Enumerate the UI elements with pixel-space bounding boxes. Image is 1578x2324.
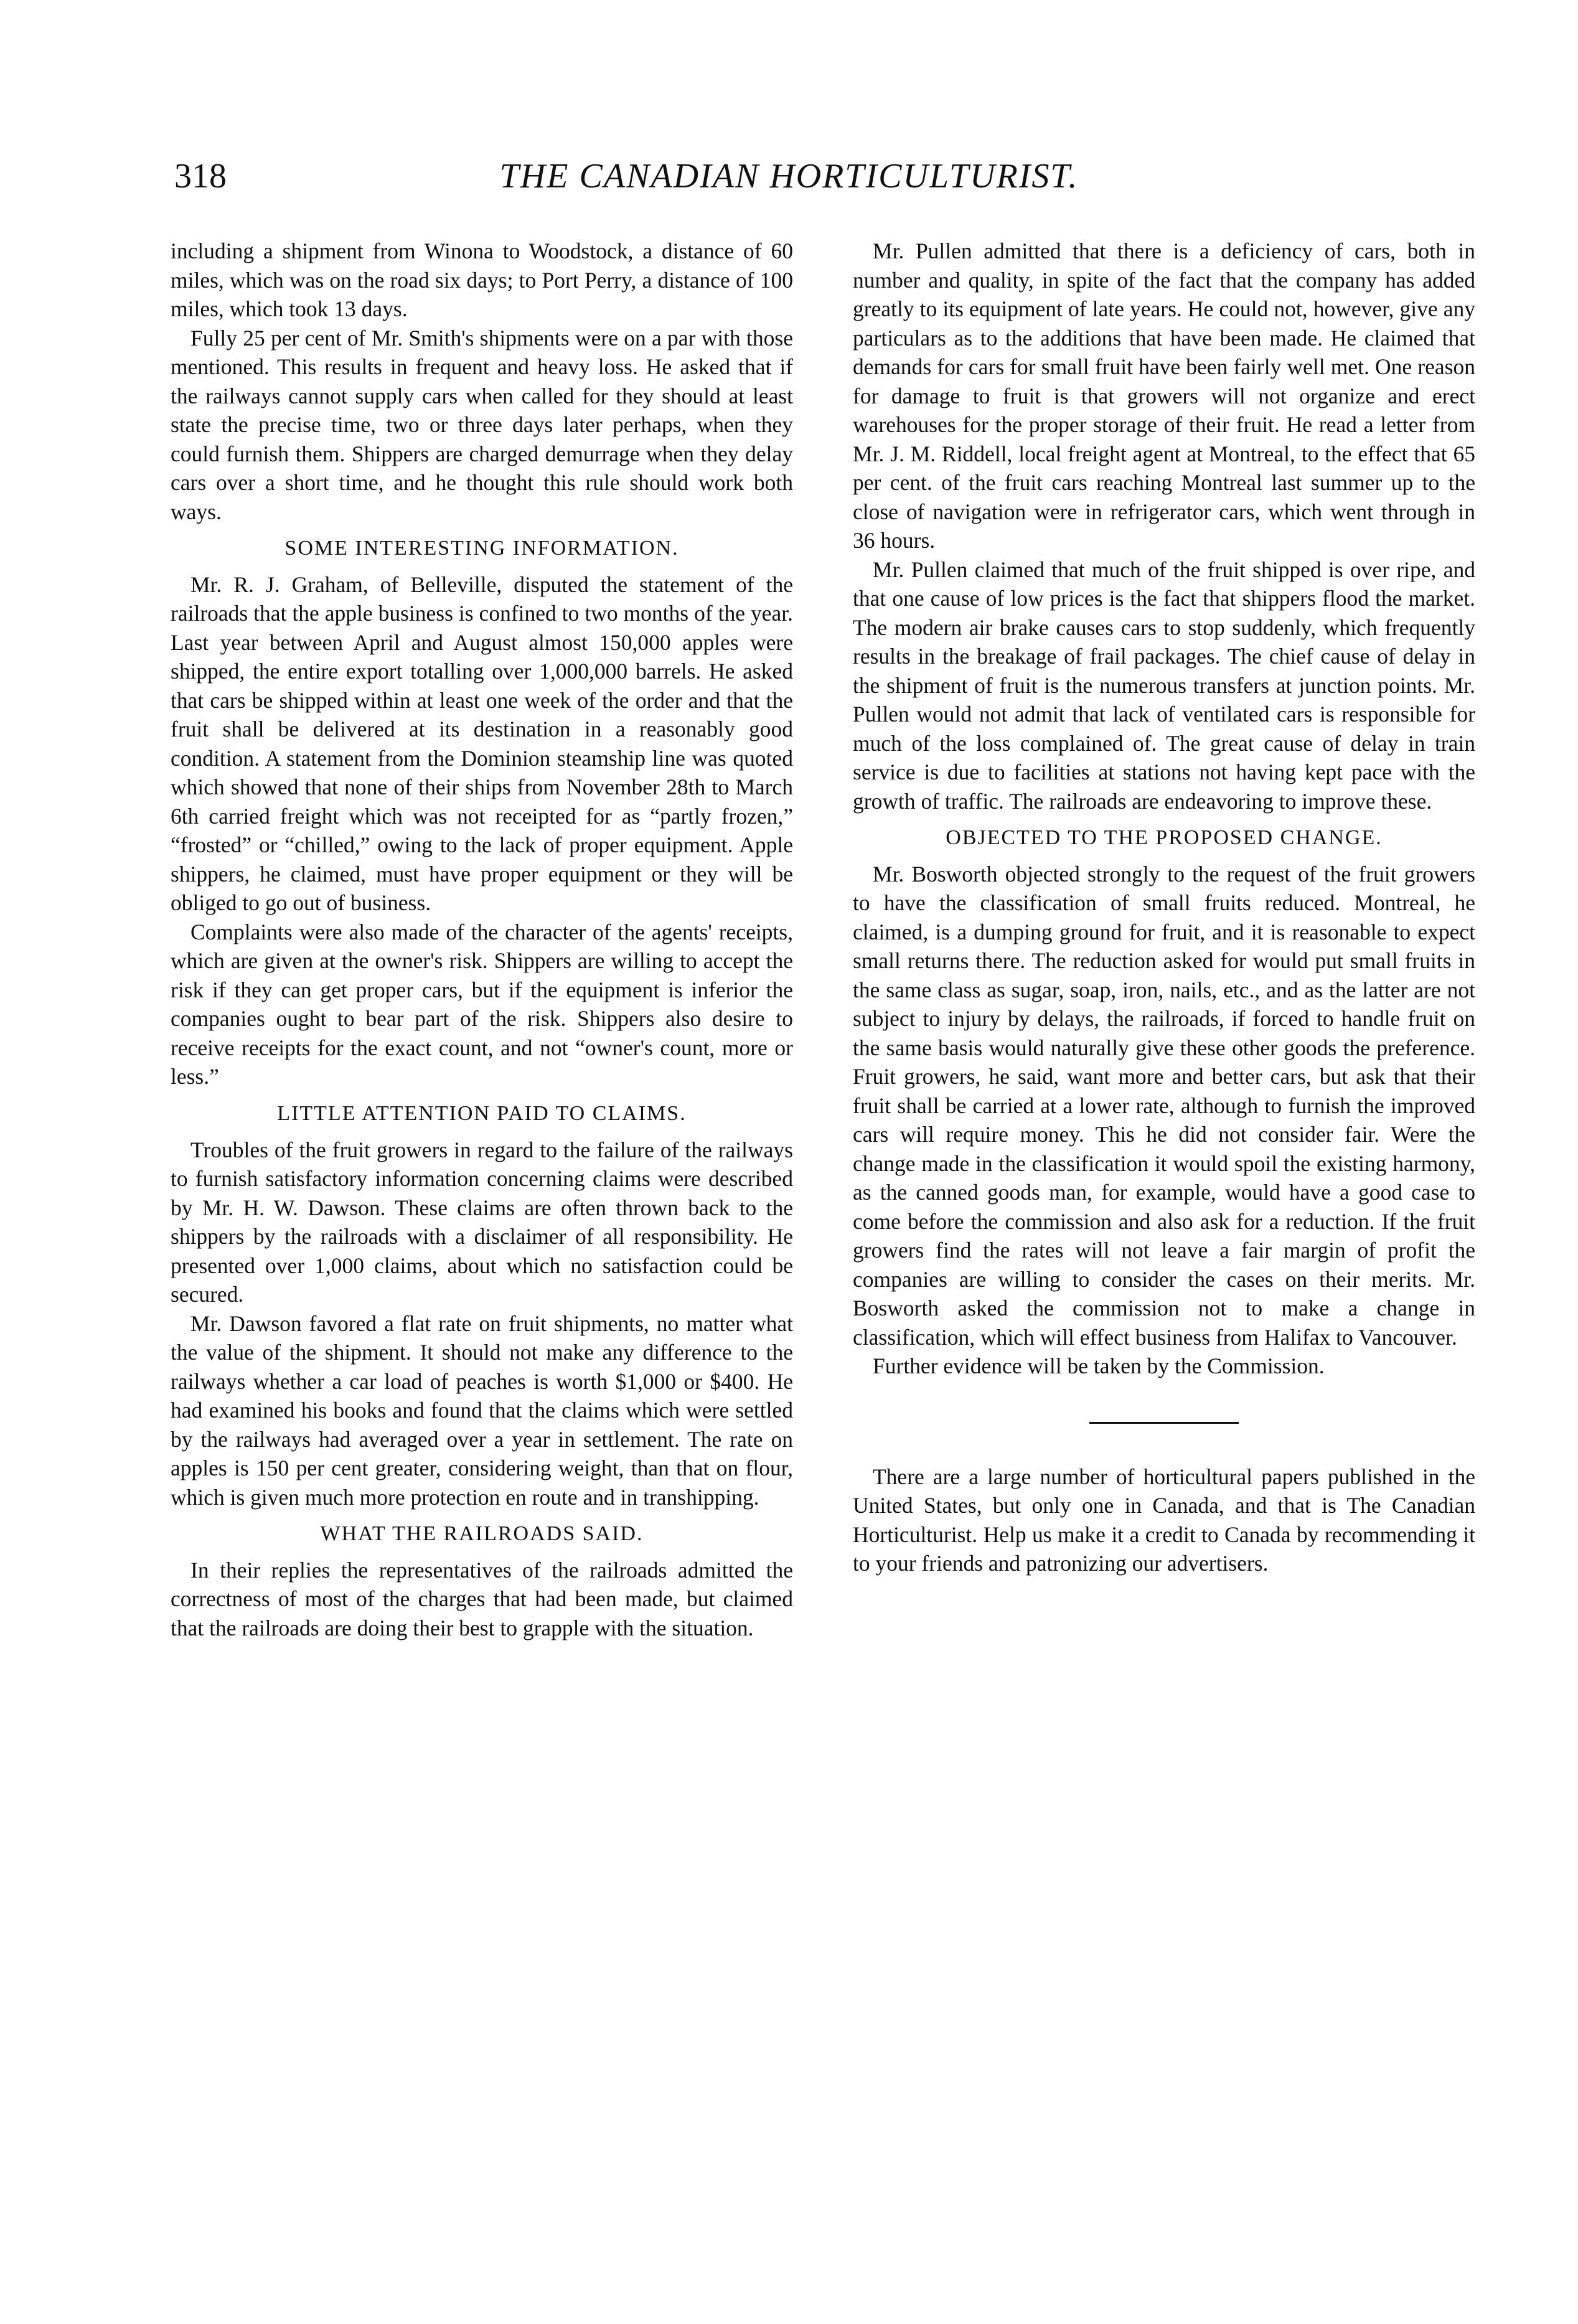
section-heading: OBJECTED TO THE PROPOSED CHANGE.	[946, 826, 1383, 849]
paragraph: Complaints were also made of the character of the agents' receipts, which are given at the owner's risk. Shippers are willing to accept the risk if they can get proper cars, but if the equipment is inferior the companies ought to bear part of the risk. Shippers also desire to receive receipts for the exact count, and not “owner's count, more or less.”	[171, 919, 793, 1089]
section-heading: LITTLE ATTENTION PAID TO CLAIMS.	[277, 1101, 687, 1125]
paragraph: In their replies the representatives of the railroads admitted the correctness of most of the charges that had been made, but claimed that the railroads are doing their best to grapple with the situation.	[171, 1557, 793, 1640]
right-column	[853, 237, 1475, 1578]
paragraph: Troubles of the fruit growers in regard to the failure of the railways to furnish satisfactory information concerning claims were described by Mr. H. W. Dawson. These claims are often thrown back to the shippers by the railroads with a disclaimer of all responsibility. He presented over 1,000 claims, about which no satisfaction could be secured.	[171, 1137, 793, 1307]
section-heading: SOME INTERESTING INFORMATION.	[284, 537, 679, 560]
paragraph: Mr. R. J. Graham, of Belleville, disputed the statement of the railroads that the apple business is confined to two months of the year. Last year between April and August almost 150,000 apples were shipped, the entire export totalling over 1,000,000 barrels. He asked that cars be shipped within at least one week of the order and that the fruit shall be delivered at its destination in a reasonably good condition. A statement from the Dominion steamship line was quoted which showed that none of their ships from November 28th to March 6th carried freight which was not receipted for as “partly frozen,” “frosted” or “chilled,” owing to the lack of proper equipment. Apple shippers, he claimed, must have proper equipment or they will be obliged to go out of business.	[171, 572, 793, 916]
section-heading: WHAT THE RAILROADS SAID.	[320, 1522, 644, 1546]
page-number: 318	[174, 157, 227, 195]
paragraph: Fully 25 per cent of Mr. Smith's shipments were on a par with those mentioned. This results in frequent and heavy loss. He asked that if the railways cannot supply cars when called for they should at least state the precise time, two or three days later perhaps, when they could furnish them. Shippers are charged demurrage when they delay cars over a short time, and he thought this rule should work both ways.	[171, 325, 793, 524]
left-column	[171, 237, 793, 1642]
running-head: THE CANADIAN HORTICULTURIST.	[499, 157, 1079, 195]
paragraph: including a shipment from Winona to Woodstock, a distance of 60 miles, which was on the road six days; to Port Perry, a distance of 100 miles, which took 13 days.	[171, 238, 793, 321]
paragraph: Further evidence will be taken by the Commission.	[873, 1353, 1325, 1379]
section-divider	[1089, 1422, 1239, 1424]
paragraph: Mr. Dawson favored a flat rate on fruit shipments, no matter what the value of the shipment. It should not make any difference to the railways whether a car load of peaches is worth $1,000 or $400. He had examined his books and found that the claims which were settled by the railways had averaged over a year in settlement. The rate on apples is 150 per cent greater, considering weight, than that on flour, which is given much more protection en route and in transhipping.	[171, 1310, 793, 1510]
paragraph: Mr. Bosworth objected strongly to the request of the fruit growers to have the classification of small fruits reduced. Montreal, he claimed, is a dumping ground for fruit, and it is reasonable to expect small returns there. The reduction asked for would put small fruits in the same class as sugar, soap, iron, nails, etc., and as the latter are not subject to injury by delays, the railroads, if forced to handle fruit on the same basis would naturally give these other goods the preference. Fruit growers, he said, want more and better cars, but ask that their fruit shall be carried at a lower rate, although to furnish the improved cars will require money. This he did not consider fair. Were the change made in the classification it would spoil the existing harmony, as the canned goods man, for example, would have a good case to come before the commission and also ask for a reduction. If the fruit growers find the rates will not leave a fair margin of profit the companies are willing to consider the cases on their merits. Mr. Bosworth asked the commission not to make a change in classification, which will effect business from Halifax to Vancouver.	[853, 861, 1475, 1350]
paragraph: Mr. Pullen claimed that much of the fruit shipped is over ripe, and that one cause of low prices is the fact that shippers flood the market. The modern air brake causes cars to stop suddenly, which frequently results in the breakage of frail packages. The chief cause of delay in the shipment of fruit is the numerous transfers at junction points. Mr. Pullen would not admit that lack of ventilated cars is responsible for much of the loss complained of. The great cause of delay in train service is due to facilities at stations not having kept pace with the growth of traffic. The railroads are endeavoring to improve these.	[853, 557, 1475, 814]
paragraph: Mr. Pullen admitted that there is a deficiency of cars, both in number and quality, in spite of the fact that the company has added greatly to its equipment of late years. He could not, however, give any particulars as to the additions that have been made. He claimed that demands for cars for small fruit have been fairly well met. One reason for damage to fruit is that growers will not organize and erect warehouses for the proper storage of their fruit. He read a letter from Mr. J. M. Riddell, local freight agent at Montreal, to the effect that 65 per cent. of the fruit cars reaching Montreal last summer up to the close of navigation were in refrigerator cars, which went through in 36 hours.	[853, 238, 1475, 553]
promo-paragraph: There are a large number of horticultural papers published in the United States, but only one in Canada, and that is The Canadian Horticulturist. Help us make it a credit to Canada by recommending it to your friends and patronizing our advertisers.	[853, 1464, 1475, 1576]
